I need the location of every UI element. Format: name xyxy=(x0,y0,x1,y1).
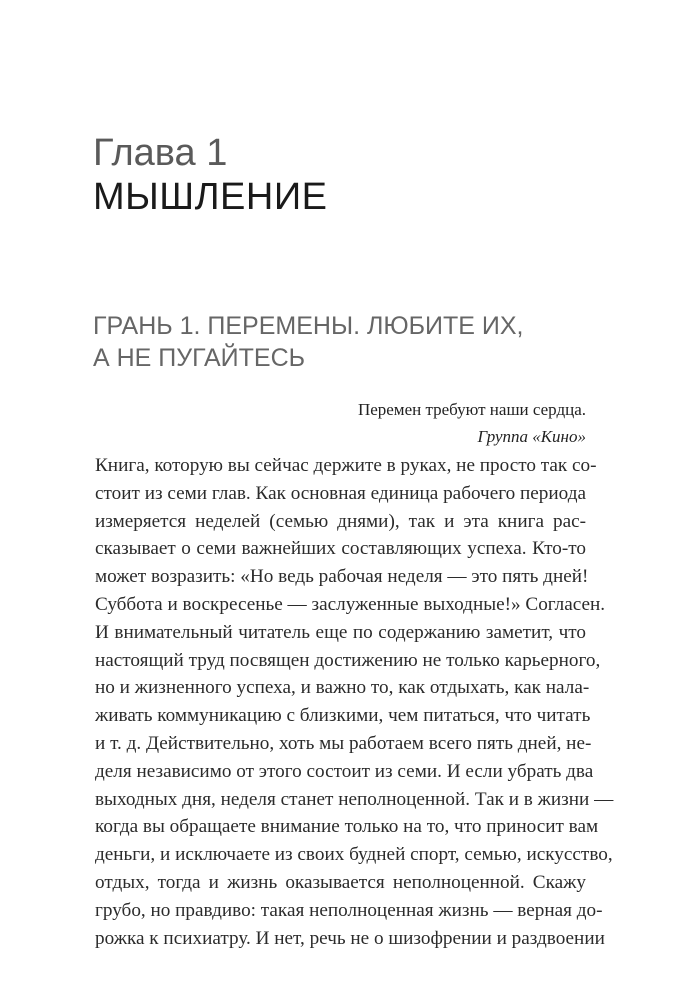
body-text xyxy=(95,452,614,952)
body-line: Суббота и воскресенье — заслуженные выходные!» Согласен. xyxy=(95,593,606,615)
body-line: и т. д. Действительно, хоть мы работаем всего пять дней, не- xyxy=(95,732,592,754)
body-line: стоит из семи глав. Как основная единица рабочего периода xyxy=(95,482,586,504)
section-heading-line: ГРАНЬ 1. ПЕРЕМЕНЫ. ЛЮБИТЕ ИХ, xyxy=(93,312,524,340)
body-line: настоящий труд посвящен достижению не только карьерного, xyxy=(95,649,601,671)
section-heading xyxy=(93,310,524,374)
epigraph xyxy=(358,396,586,450)
body-line: живать коммуникацию с близкими, чем питаться, что читать xyxy=(95,705,591,727)
epigraph-source: Группа «Кино» xyxy=(477,427,586,446)
body-line: Книга, которую вы сейчас держите в руках, не просто так со- xyxy=(95,455,597,476)
body-line: когда вы обращаете внимание только на то, что приносит вам xyxy=(95,816,599,838)
body-line: деля независимо от этого состоит из семи. И если убрать два xyxy=(95,760,594,782)
body-line: сказывает о семи важнейших составляющих успеха. Кто-то xyxy=(95,538,586,560)
section-heading-line: А НЕ ПУГАЙТЕСЬ xyxy=(93,344,306,372)
epigraph-quote: Перемен требуют наши сердца. xyxy=(357,400,586,419)
body-line: выходных дня, неделя станет неполноценной. Так и в жизни — xyxy=(95,788,614,810)
body-line: грубо, но правдиво: такая неполноценная жизнь — верная до- xyxy=(95,899,603,921)
body-line: деньги, и исключаете из своих будней спорт, семью, искусство, xyxy=(95,844,613,866)
body-line: отдых, тогда и жизнь оказывается неполноценной. Скажу xyxy=(95,871,586,893)
body-line: может возразить: «Но ведь рабочая неделя — это пять дней! xyxy=(95,566,589,588)
body-line: но и жизненного успеха, и важно то, как отдыхать, как нала- xyxy=(95,677,590,699)
body-line: рожка к психиатру. И нет, речь не о шизофрении и раздвоении xyxy=(95,927,605,949)
body-line: И внимательный читатель еще по содержанию заметит, что xyxy=(95,621,586,643)
chapter-title: МЫШЛЕНИЕ xyxy=(93,176,328,218)
chapter-number: Глава 1 xyxy=(93,132,228,174)
body-line: измеряется неделей (семью днями), так и эта книга рас- xyxy=(95,510,586,532)
